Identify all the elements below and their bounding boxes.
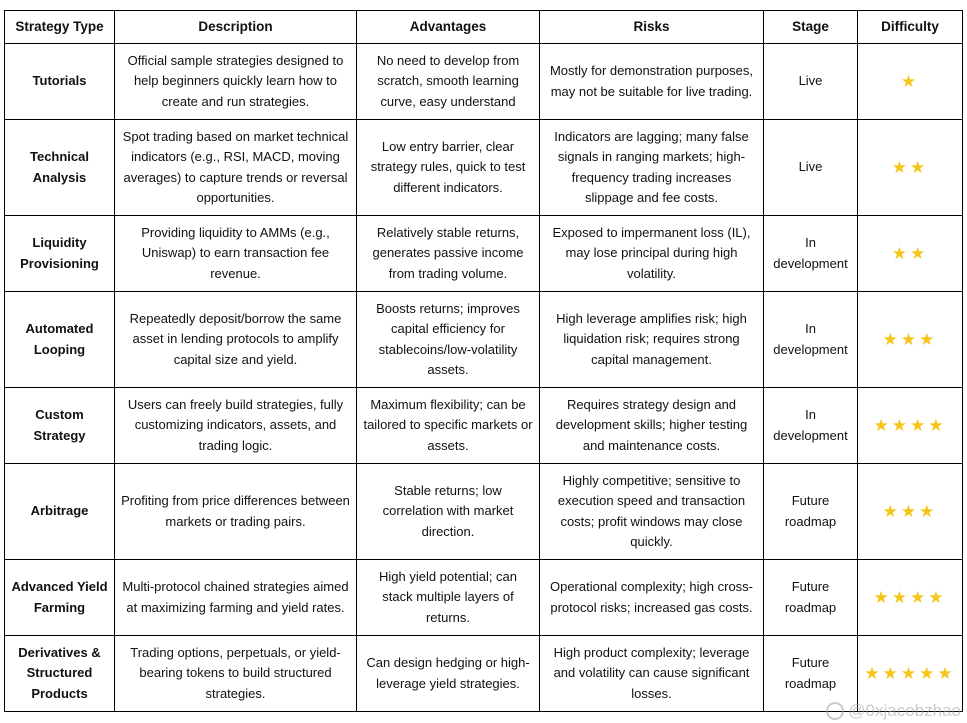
table-row bbox=[5, 44, 963, 120]
cell-risks: Operational complexity; high cross-protocol risks; increased gas costs. bbox=[540, 560, 764, 636]
table-row bbox=[5, 560, 963, 636]
watermark bbox=[826, 701, 961, 721]
star-icon: ★ bbox=[910, 416, 929, 435]
cell-difficulty bbox=[858, 388, 963, 464]
cell-advantages: Boosts returns; improves capital efficiency for stablecoins/low-volatility assets. bbox=[357, 292, 540, 388]
cell-strategy-type: Custom Strategy bbox=[5, 388, 115, 464]
header-strategy-type: Strategy Type bbox=[5, 11, 115, 44]
star-icon: ★ bbox=[900, 72, 920, 91]
cell-advantages: Stable returns; low correlation with market direction. bbox=[357, 464, 540, 560]
star-icon: ★ bbox=[891, 588, 910, 607]
cell-description: Trading options, perpetuals, or yield-bearing tokens to build structured strategies. bbox=[115, 636, 357, 712]
difficulty-rating bbox=[864, 245, 956, 262]
cell-description: Multi-protocol chained strategies aimed at maximizing farming and yield rates. bbox=[115, 560, 357, 636]
star-icon: ★ bbox=[882, 664, 901, 683]
cell-risks: Requires strategy design and development skills; higher testing and maintenance costs. bbox=[540, 388, 764, 464]
star-icon: ★ bbox=[919, 502, 938, 521]
cell-advantages: Maximum flexibility; can be tailored to specific markets or assets. bbox=[357, 388, 540, 464]
cell-risks: Exposed to impermanent loss (IL), may lose principal during high volatility. bbox=[540, 216, 764, 292]
cell-description: Users can freely build strategies, fully customizing indicators, assets, and trading logic. bbox=[115, 388, 357, 464]
cell-strategy-type: Advanced Yield Farming bbox=[5, 560, 115, 636]
header-advantages: Advantages bbox=[357, 11, 540, 44]
cell-strategy-type: Derivatives & Structured Products bbox=[5, 636, 115, 712]
strategy-table bbox=[4, 10, 963, 712]
cell-difficulty bbox=[858, 292, 963, 388]
star-icon: ★ bbox=[882, 502, 901, 521]
cell-difficulty bbox=[858, 44, 963, 120]
table-row bbox=[5, 388, 963, 464]
star-icon: ★ bbox=[919, 664, 938, 683]
star-icon: ★ bbox=[928, 588, 947, 607]
star-icon: ★ bbox=[873, 416, 892, 435]
star-icon: ★ bbox=[910, 158, 929, 177]
star-icon: ★ bbox=[891, 244, 910, 263]
cell-description: Profiting from price differences between markets or trading pairs. bbox=[115, 464, 357, 560]
cell-difficulty bbox=[858, 560, 963, 636]
cell-risks: Indicators are lagging; many false signals in ranging markets; high-frequency trading increases slippage and fee costs. bbox=[540, 120, 764, 216]
cell-description: Repeatedly deposit/borrow the same asset in lending protocols to amplify capital size and yield. bbox=[115, 292, 357, 388]
cell-advantages: Relatively stable returns, generates passive income from trading volume. bbox=[357, 216, 540, 292]
star-icon: ★ bbox=[882, 330, 901, 349]
cell-risks: High product complexity; leverage and volatility can cause significant losses. bbox=[540, 636, 764, 712]
cell-strategy-type: Automated Looping bbox=[5, 292, 115, 388]
header-difficulty: Difficulty bbox=[858, 11, 963, 44]
cell-advantages: Can design hedging or high-leverage yield strategies. bbox=[357, 636, 540, 712]
header-stage: Stage bbox=[764, 11, 858, 44]
star-icon: ★ bbox=[900, 664, 920, 683]
cell-strategy-type: Arbitrage bbox=[5, 464, 115, 560]
cell-stage: Live bbox=[764, 44, 858, 120]
difficulty-rating bbox=[864, 503, 956, 520]
table-row bbox=[5, 636, 963, 712]
star-icon: ★ bbox=[873, 588, 892, 607]
cell-risks: Mostly for demonstration purposes, may not be suitable for live trading. bbox=[540, 44, 764, 120]
cell-advantages: High yield potential; can stack multiple layers of returns. bbox=[357, 560, 540, 636]
cell-stage: In development bbox=[764, 292, 858, 388]
star-icon: ★ bbox=[928, 416, 947, 435]
cell-risks: Highly competitive; sensitive to execution speed and transaction costs; profit windows may close quickly. bbox=[540, 464, 764, 560]
cell-difficulty bbox=[858, 464, 963, 560]
cell-difficulty bbox=[858, 216, 963, 292]
cell-strategy-type: Liquidity Provisioning bbox=[5, 216, 115, 292]
difficulty-rating bbox=[864, 73, 956, 90]
star-icon: ★ bbox=[910, 244, 929, 263]
table-row bbox=[5, 464, 963, 560]
cell-risks: High leverage amplifies risk; high liquidation risk; requires strong capital management. bbox=[540, 292, 764, 388]
watermark-logo-icon bbox=[826, 702, 844, 720]
header-description: Description bbox=[115, 11, 357, 44]
cell-stage: Live bbox=[764, 120, 858, 216]
table-row bbox=[5, 120, 963, 216]
difficulty-rating bbox=[864, 665, 956, 682]
table-row bbox=[5, 292, 963, 388]
cell-difficulty bbox=[858, 120, 963, 216]
cell-advantages: Low entry barrier, clear strategy rules, quick to test different indicators. bbox=[357, 120, 540, 216]
cell-advantages: No need to develop from scratch, smooth learning curve, easy understand bbox=[357, 44, 540, 120]
cell-stage: Future roadmap bbox=[764, 560, 858, 636]
star-icon: ★ bbox=[891, 158, 910, 177]
star-icon: ★ bbox=[900, 330, 920, 349]
difficulty-rating bbox=[864, 331, 956, 348]
cell-stage: Future roadmap bbox=[764, 464, 858, 560]
cell-description: Official sample strategies designed to help beginners quickly learn how to create and run strategies. bbox=[115, 44, 357, 120]
star-icon: ★ bbox=[900, 502, 920, 521]
table-header-row bbox=[5, 11, 963, 44]
cell-stage: In development bbox=[764, 216, 858, 292]
difficulty-rating bbox=[864, 417, 956, 434]
star-icon: ★ bbox=[937, 664, 956, 683]
cell-description: Providing liquidity to AMMs (e.g., Uniswap) to earn transaction fee revenue. bbox=[115, 216, 357, 292]
cell-strategy-type: Tutorials bbox=[5, 44, 115, 120]
cell-stage: In development bbox=[764, 388, 858, 464]
star-icon: ★ bbox=[864, 664, 883, 683]
difficulty-rating bbox=[864, 589, 956, 606]
watermark-text: @0xjacobzhao bbox=[848, 701, 961, 720]
star-icon: ★ bbox=[919, 330, 938, 349]
star-icon: ★ bbox=[891, 416, 910, 435]
table-row bbox=[5, 216, 963, 292]
cell-strategy-type: Technical Analysis bbox=[5, 120, 115, 216]
cell-stage: Future roadmap bbox=[764, 636, 858, 712]
star-icon: ★ bbox=[910, 588, 929, 607]
difficulty-rating bbox=[864, 159, 956, 176]
cell-description: Spot trading based on market technical indicators (e.g., RSI, MACD, moving averages) to capture trends or reversal opportunities. bbox=[115, 120, 357, 216]
header-risks: Risks bbox=[540, 11, 764, 44]
